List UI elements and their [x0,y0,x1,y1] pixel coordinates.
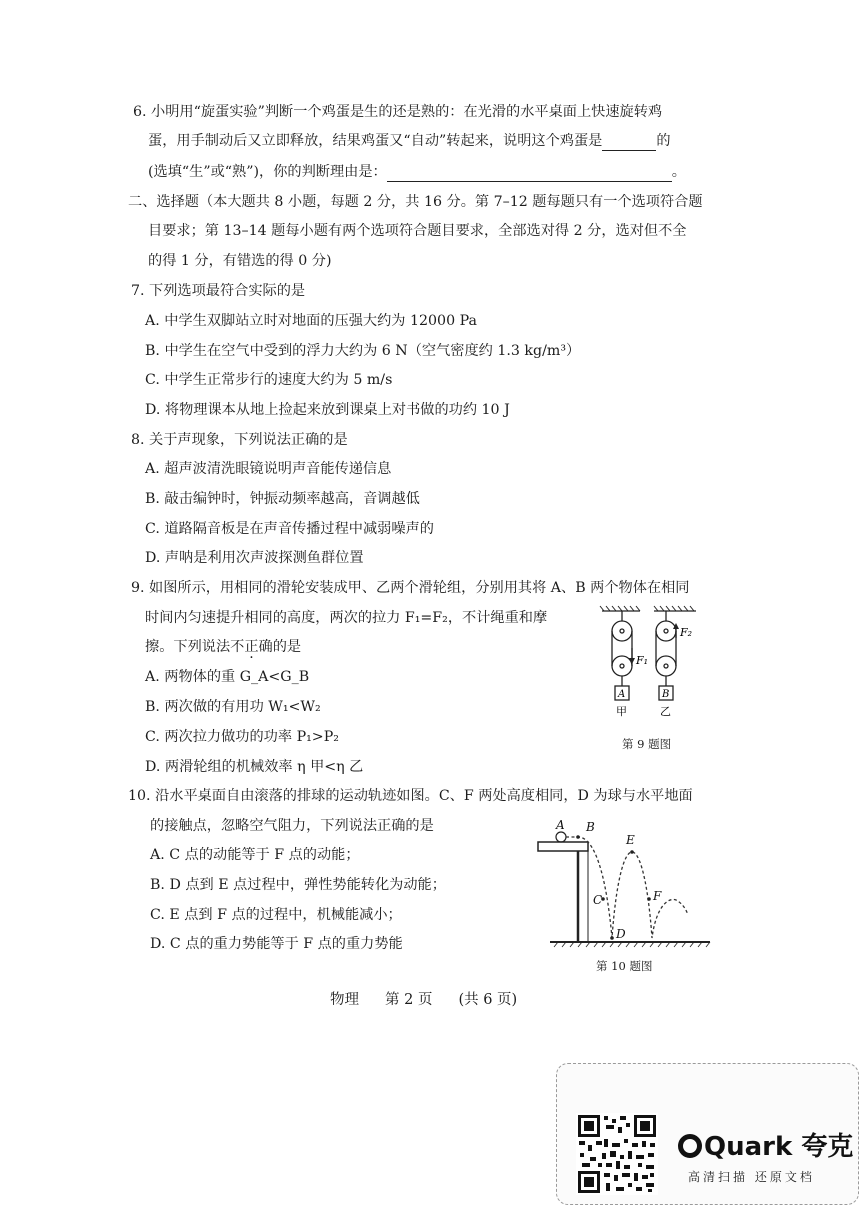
section2-heading-line-1: 二、选择题（本大题共 8 小题，每题 2 分，共 16 分。第 7–12 题每题只有一个选项符合题 [128,194,703,210]
footer-total-pages: (共 6 页) [458,992,518,1008]
q6-line-2-text: 蛋，用手制动后又立即释放，结果鸡蛋又“自动”转起来，说明这个鸡蛋是 [148,133,603,149]
q9-option-a[interactable]: A. 两物体的重 G_A<G_B [145,669,310,685]
q10-figure-caption: 第 10 题图 [596,959,653,973]
q9-line-2: 时间内匀速提升相同的高度，两次的拉力 F₁=F₂，不计绳重和摩 [145,610,548,626]
q9-option-c[interactable]: C. 两次拉力做功的功率 P₁>P₂ [145,729,339,745]
q9-option-d[interactable]: D. 两滑轮组的机械效率 η 甲<η 乙 [145,759,364,775]
section2-heading-line-2: 目要求；第 13–14 题每小题有两个选项符合题目要求，全部选对得 2 分，选对但不全 [148,223,687,239]
page-footer [330,988,543,1009]
q6-line-2 [148,131,671,151]
q6-line-2-end: 的 [656,133,671,149]
q9-emphasis-not-correct: 不正确 [230,639,273,655]
q7-option-b[interactable]: B. 中学生在空气中受到的浮力大约为 6 N（空气密度约 1.3 kg/m³） [145,343,581,359]
q10-fig-point-d: D [616,927,626,941]
q8-option-a[interactable]: A. 超声波清洗眼镜说明声音能传递信息 [145,461,392,477]
q6-answer-blank-1[interactable] [602,136,656,151]
q8-option-b[interactable]: B. 敲击编钟时，钟振动频率越高，音调越低 [145,491,420,507]
q9-line-3-end: 的是 [272,639,302,655]
q10-line-1: 10. 沿水平桌面自由滚落的排球的运动轨迹如图。C、F 两处高度相同，D 为球与水平地面 [128,788,693,804]
q7-option-a[interactable]: A. 中学生双脚站立时对地面的压强大约为 12000 Pa [145,313,477,329]
q9-option-b[interactable]: B. 两次做的有用功 W₁<W₂ [145,699,321,715]
q7-option-c[interactable]: C. 中学生正常步行的速度大约为 5 m/s [145,372,393,388]
q6-line-3-text: (选填“生”或“熟”)，你的判断理由是： [148,164,387,180]
q10-option-c[interactable]: C. E 点到 F 点的过程中，机械能减小； [150,907,402,923]
q10-fig-point-c: C [593,893,603,907]
quark-logo-icon [678,1134,702,1158]
footer-subject: 物理 [330,992,359,1008]
q6-answer-blank-2[interactable] [387,167,672,182]
q7-option-d[interactable]: D. 将物理课本从地上捡起来放到课桌上对书做的功约 10 J [145,402,510,418]
q10-option-d[interactable]: D. C 点的重力势能等于 F 点的重力势能 [150,936,403,952]
q10-fig-point-a: A [556,818,565,832]
q9-fig-label-a: A [618,689,626,700]
q10-line-2: 的接触点，忽略空气阻力，下列说法正确的是 [150,818,434,834]
q6-line-3-end: 。 [671,164,686,180]
q8-option-c[interactable]: C. 道路隔音板是在声音传播过程中减弱噪声的 [145,521,434,537]
q10-option-a[interactable]: A. C 点的动能等于 F 点的动能； [150,847,360,863]
q10-option-b[interactable]: B. D 点到 E 点过程中，弹性势能转化为动能； [150,877,446,893]
q8-stem: 8. 关于声现象，下列说法正确的是 [131,432,348,448]
q6-line-3 [148,162,686,182]
q9-fig-yi: 乙 [660,705,671,718]
q9-fig-f1: F₁ [636,654,649,667]
q9-line-3 [145,637,301,657]
q9-line-1: 9. 如图所示，用相同的滑轮安装成甲、乙两个滑轮组，分别用其将 A、B 两个物体在相同 [131,580,690,596]
q10-trajectory-figure [534,812,714,952]
q8-option-d[interactable]: D. 声呐是利用次声波探测鱼群位置 [145,550,364,566]
qr-code-icon[interactable] [576,1113,658,1195]
q7-stem: 7. 下列选项最符合实际的是 [131,283,306,299]
q10-fig-point-b: B [586,820,595,834]
quark-slogan: 高清扫描 还原文档 [688,1170,815,1184]
q10-fig-point-e: E [626,833,635,847]
section2-heading-line-3: 的得 1 分，有错选的得 0 分) [148,253,332,269]
q9-figure-caption: 第 9 题图 [622,737,672,751]
q9-pulley-figure [596,604,706,734]
q9-line-3-text: 擦。下列说法 [145,639,231,655]
quark-logo [678,1126,853,1163]
quark-brand-text: Quark 夸克 [704,1132,854,1162]
q6-line-1: 6. 小明用“旋蛋实验”判断一个鸡蛋是生的还是熟的：在光滑的水平桌面上快速旋转鸡 [133,104,663,120]
q9-fig-label-b: B [662,689,670,700]
q10-fig-point-f: F [653,889,662,903]
footer-page-number: 第 2 页 [385,992,433,1008]
q9-fig-jia: 甲 [616,705,627,718]
q9-fig-f2: F₂ [680,626,693,639]
